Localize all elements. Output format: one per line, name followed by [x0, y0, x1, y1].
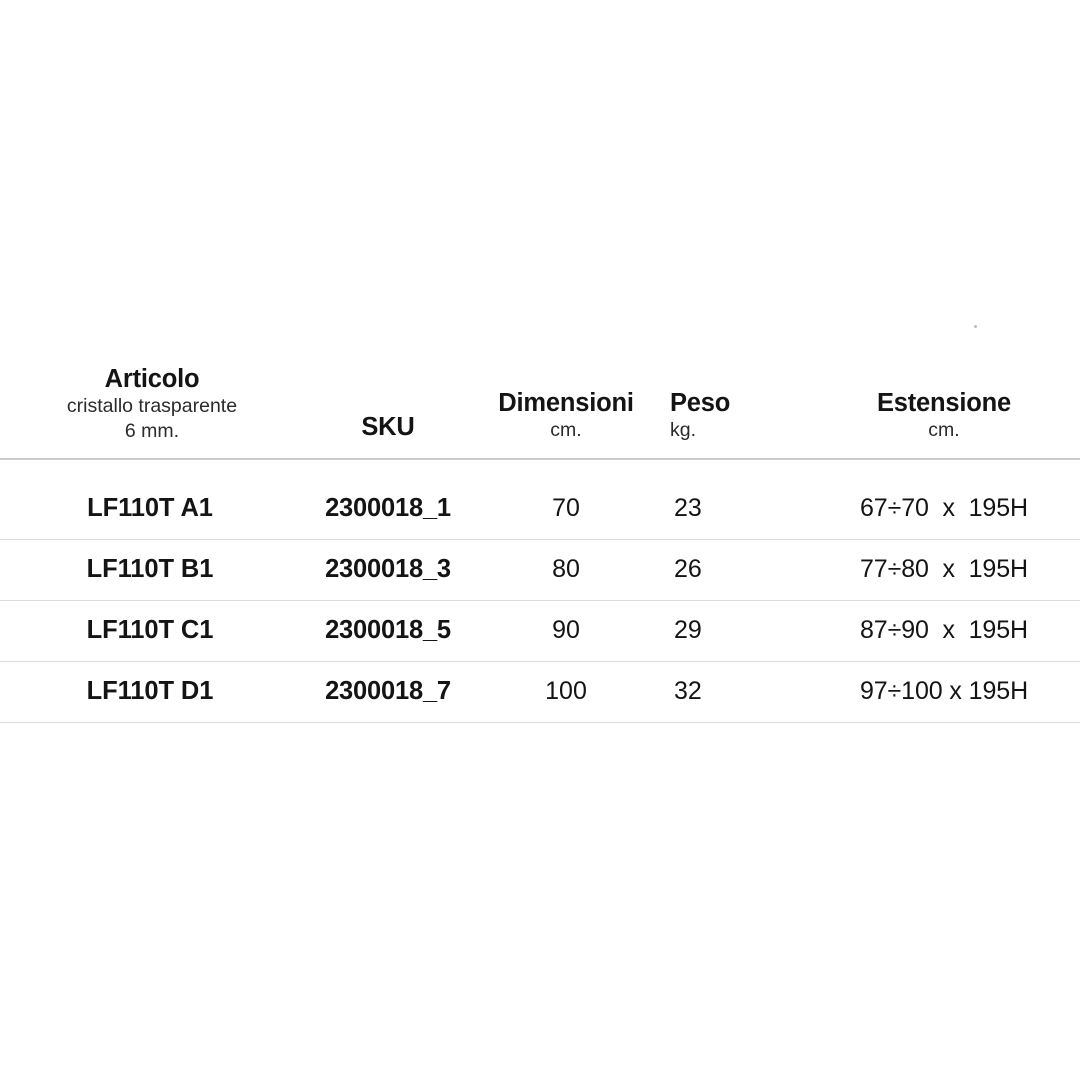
- cell-peso: 26: [674, 555, 702, 584]
- column-header-dimensioni-title: Dimensioni: [498, 388, 634, 417]
- cell-sku: 2300018_3: [325, 555, 451, 584]
- column-header-estensione: [808, 364, 1080, 459]
- column-header-peso: [656, 364, 808, 459]
- table-row: [0, 539, 1080, 600]
- table-header: [0, 364, 1080, 459]
- cell-articolo: LF110T A1: [87, 494, 213, 523]
- cell-dimensioni: 70: [552, 494, 580, 523]
- table-body: [0, 459, 1080, 723]
- column-header-estensione-unit: cm.: [928, 419, 960, 442]
- stray-dot-artifact: [974, 325, 977, 328]
- cell-articolo: LF110T D1: [86, 677, 214, 706]
- cell-dimensioni: 80: [552, 555, 580, 584]
- column-header-estensione-title: Estensione: [876, 388, 1012, 417]
- column-header-sku-title: SKU: [361, 412, 415, 441]
- column-header-articolo: [0, 364, 300, 459]
- column-header-articolo-subtitle-1: cristallo trasparente: [66, 395, 238, 418]
- table-row: [0, 600, 1080, 661]
- column-header-articolo-title: Articolo: [104, 365, 200, 393]
- cell-peso: 32: [674, 677, 702, 706]
- cell-dimensioni: 100: [545, 677, 587, 706]
- cell-estensione: 87÷90 x 195H: [860, 616, 1028, 645]
- cell-sku: 2300018_1: [325, 494, 451, 523]
- table-row: [0, 661, 1080, 722]
- column-header-peso-title: Peso: [670, 388, 731, 417]
- column-header-dimensioni-unit: cm.: [550, 419, 582, 442]
- cell-articolo: LF110T B1: [86, 555, 214, 584]
- table-row: [0, 459, 1080, 540]
- column-header-sku: [300, 364, 476, 459]
- column-header-articolo-subtitle-2: 6 mm.: [124, 420, 180, 443]
- cell-articolo: LF110T C1: [86, 616, 214, 645]
- cell-peso: 29: [674, 616, 702, 645]
- cell-estensione: 77÷80 x 195H: [860, 555, 1028, 584]
- table-header-row: [0, 364, 1080, 459]
- cell-sku: 2300018_5: [325, 616, 451, 645]
- cell-dimensioni: 90: [552, 616, 580, 645]
- column-header-dimensioni: [476, 364, 656, 459]
- product-specification-table: [0, 364, 1080, 723]
- cell-sku: 2300018_7: [325, 677, 451, 706]
- cell-peso: 23: [674, 494, 702, 523]
- cell-estensione: 97÷100 x 195H: [859, 677, 1029, 706]
- column-header-peso-unit: kg.: [670, 419, 697, 442]
- cell-estensione: 67÷70 x 195H: [860, 494, 1028, 523]
